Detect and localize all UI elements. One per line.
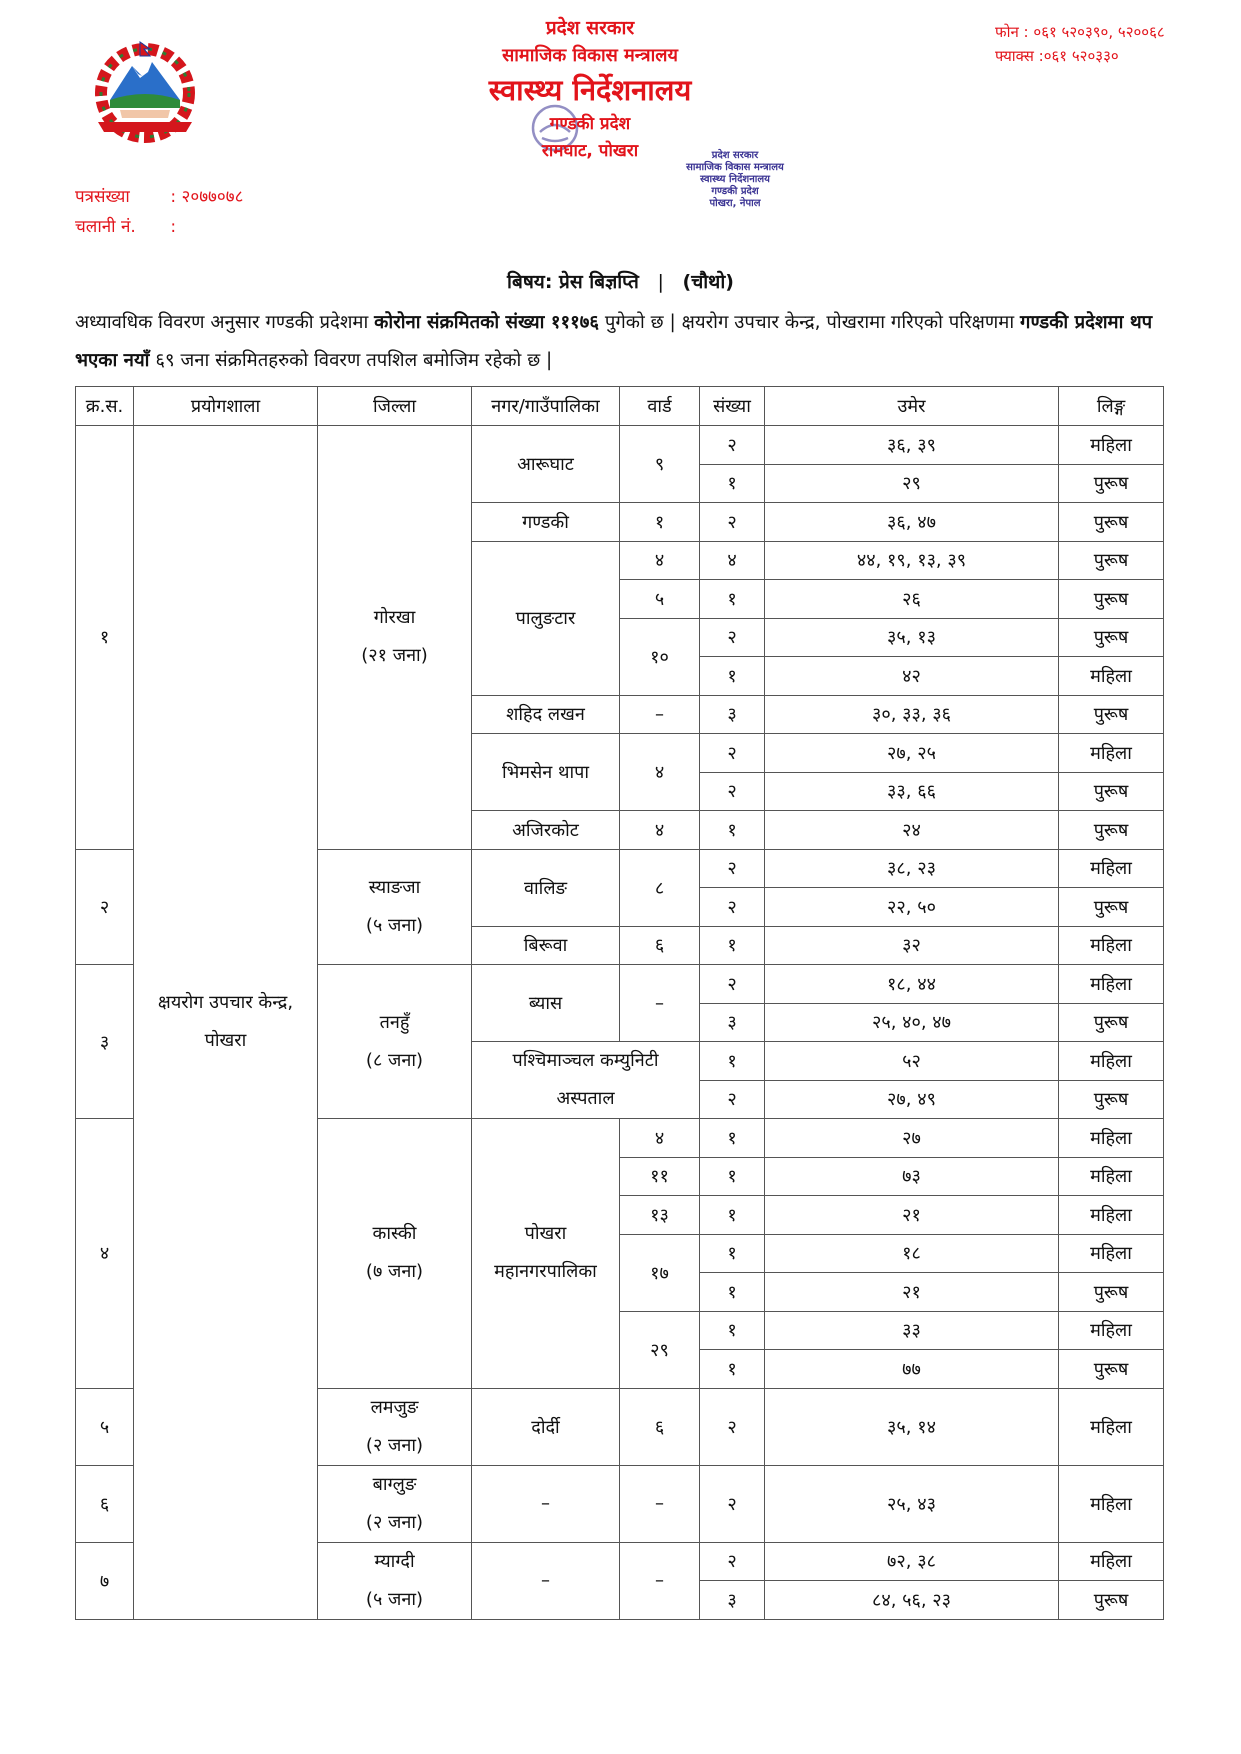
municipality xyxy=(472,1042,700,1119)
table-header-row xyxy=(76,387,1164,426)
govt-name: प्रदेश सरकार xyxy=(545,17,635,39)
case-count: २ xyxy=(700,772,765,811)
district-count: (७ जना) xyxy=(365,1261,424,1283)
serial-number: ४ xyxy=(76,1119,134,1389)
sex: महिला xyxy=(1059,1196,1164,1235)
sex: पुरूष xyxy=(1059,1080,1164,1119)
sex: पुरूष xyxy=(1059,580,1164,619)
case-count: १ xyxy=(700,464,765,503)
municipality: पालुङटार xyxy=(472,541,620,695)
district-cell xyxy=(318,849,472,965)
sex: महिला xyxy=(1059,426,1164,465)
ward: – xyxy=(620,695,700,734)
ages: ७३ xyxy=(765,1157,1059,1196)
subject-separator: | xyxy=(657,271,664,293)
district-name: म्याग्दी xyxy=(374,1550,415,1572)
ages: २७, ४९ xyxy=(765,1080,1059,1119)
serial-number: ५ xyxy=(76,1388,134,1465)
fax-label: फ्याक्स : xyxy=(995,47,1044,65)
press-release-body xyxy=(75,304,1175,380)
phone-value: ०६१ ५२०३९०, ५२००६८ xyxy=(1033,23,1165,41)
district-count: (२ जना) xyxy=(365,1434,424,1456)
case-count: १ xyxy=(700,1042,765,1081)
ward: १७ xyxy=(620,1234,700,1311)
sex: महिला xyxy=(1059,926,1164,965)
office-location: रामघाट, पोखरा xyxy=(541,141,639,161)
body-text-2: पुगेको छ | क्षयरोग उपचार केन्द्र, पोखरामा गरिएको परिक्षणमा xyxy=(598,312,1021,333)
district-cell xyxy=(318,1542,472,1619)
directorate-name: स्वास्थ्य निर्देशनालय xyxy=(488,73,692,107)
ages: ३३ xyxy=(765,1311,1059,1350)
dispatch-number-label: चलानी नं. xyxy=(75,217,136,237)
body-text-3: ६९ जना संक्रमितहरुको विवरण तपशिल बमोजिम रहेको छ | xyxy=(149,350,553,371)
municipality: भिमसेन थापा xyxy=(472,734,620,811)
case-count: १ xyxy=(700,926,765,965)
municipality: दोर्दी xyxy=(472,1388,620,1465)
stamp-line: सामाजिक विकास मन्त्रालय xyxy=(686,162,784,173)
sex: पुरूष xyxy=(1059,811,1164,850)
ages: ३६, ४७ xyxy=(765,503,1059,542)
district-name: लमजुङ xyxy=(370,1396,419,1418)
ages: ७२, ३८ xyxy=(765,1542,1059,1581)
dispatch-number-line xyxy=(75,212,243,242)
body-bold-total: कोरोना संक्रमितको संख्या १११७६ xyxy=(374,312,599,333)
phone-line xyxy=(995,20,1165,44)
stamp-line: पोखरा, नेपाल xyxy=(709,198,761,209)
ward: – xyxy=(620,1542,700,1619)
sex: पुरूष xyxy=(1059,541,1164,580)
district-cell xyxy=(318,426,472,850)
sex: पुरूष xyxy=(1059,464,1164,503)
reference-numbers xyxy=(75,182,243,242)
ages: २९ xyxy=(765,464,1059,503)
dispatch-number-value: : xyxy=(170,217,177,237)
sex: महिला xyxy=(1059,657,1164,696)
sex: महिला xyxy=(1059,734,1164,773)
district-cell xyxy=(318,1465,472,1542)
letterhead xyxy=(380,14,800,164)
ward: ६ xyxy=(620,1388,700,1465)
case-count: १ xyxy=(700,811,765,850)
ages: ८४, ५६, २३ xyxy=(765,1581,1059,1620)
sex: पुरूष xyxy=(1059,888,1164,927)
municipality-line1: पोखरा xyxy=(524,1223,567,1245)
case-count: २ xyxy=(700,734,765,773)
ward: ५ xyxy=(620,580,700,619)
district-count: (५ जना) xyxy=(365,914,424,936)
case-count: २ xyxy=(700,965,765,1004)
case-count: २ xyxy=(700,618,765,657)
ages: ३६, ३९ xyxy=(765,426,1059,465)
contact-info xyxy=(995,20,1165,68)
ages: ३२ xyxy=(765,926,1059,965)
cases-table xyxy=(75,386,1164,1620)
subject-number: (चौथो) xyxy=(682,271,734,293)
ages: २७, २५ xyxy=(765,734,1059,773)
case-count: २ xyxy=(700,503,765,542)
ward: ९ xyxy=(620,426,700,503)
ages: २७ xyxy=(765,1119,1059,1158)
sex: महिला xyxy=(1059,1388,1164,1465)
sex: पुरूष xyxy=(1059,1003,1164,1042)
table-row xyxy=(76,426,1164,465)
ward: ४ xyxy=(620,541,700,580)
serial-number: ६ xyxy=(76,1465,134,1542)
fax-line xyxy=(995,44,1165,68)
ward: – xyxy=(620,1465,700,1542)
ages: २४ xyxy=(765,811,1059,850)
serial-number: २ xyxy=(76,849,134,965)
municipality: वालिङ xyxy=(472,849,620,926)
case-count: ३ xyxy=(700,1581,765,1620)
stamp-line: स्वास्थ्य निर्देशनालय xyxy=(700,174,770,185)
ward: १० xyxy=(620,618,700,695)
ward: ८ xyxy=(620,849,700,926)
ministry-name: सामाजिक विकास मन्त्रालय xyxy=(502,45,678,66)
case-count: ३ xyxy=(700,695,765,734)
district-name: कास्की xyxy=(372,1223,417,1245)
municipality-line2: अस्पताल xyxy=(556,1088,615,1109)
case-count: १ xyxy=(700,657,765,696)
header-district: जिल्ला xyxy=(318,387,472,426)
ward: – xyxy=(620,965,700,1042)
case-count: ४ xyxy=(700,541,765,580)
sex: महिला xyxy=(1059,1542,1164,1581)
case-count: १ xyxy=(700,1273,765,1312)
case-count: २ xyxy=(700,1542,765,1581)
municipality: आरूघाट xyxy=(472,426,620,503)
ages: ३५, १३ xyxy=(765,618,1059,657)
ward: १ xyxy=(620,503,700,542)
municipality: शहिद लखन xyxy=(472,695,620,734)
header-sn: क्र.स. xyxy=(76,387,134,426)
municipality-line2: महानगरपालिका xyxy=(494,1261,597,1283)
district-cell xyxy=(318,1119,472,1389)
sex: महिला xyxy=(1059,1157,1164,1196)
sex: महिला xyxy=(1059,1119,1164,1158)
ages: ४२ xyxy=(765,657,1059,696)
district-count: (५ जना) xyxy=(365,1588,424,1610)
lab-name-line1: क्षयरोग उपचार केन्द्र, xyxy=(157,992,294,1014)
serial-number: ३ xyxy=(76,965,134,1119)
serial-number: ७ xyxy=(76,1542,134,1619)
case-count: २ xyxy=(700,1388,765,1465)
sex: पुरूष xyxy=(1059,1581,1164,1620)
sex: महिला xyxy=(1059,1234,1164,1273)
ages: ३३, ६६ xyxy=(765,772,1059,811)
header-lab: प्रयोगशाला xyxy=(134,387,318,426)
sex: पुरूष xyxy=(1059,1273,1164,1312)
sex: पुरूष xyxy=(1059,1350,1164,1389)
letter-number-line xyxy=(75,182,243,212)
ages: २२, ५० xyxy=(765,888,1059,927)
municipality xyxy=(472,1119,620,1389)
ages: २१ xyxy=(765,1196,1059,1235)
phone-label: फोन : xyxy=(995,23,1029,41)
district-name: स्याङजा xyxy=(368,876,421,898)
ages: ३८, २३ xyxy=(765,849,1059,888)
header-sex: लिङ्ग xyxy=(1059,387,1164,426)
fax-value: ०६१ ५२०३३० xyxy=(1043,47,1119,65)
header-municipality: नगर/गाउँपालिका xyxy=(472,387,620,426)
sex: महिला xyxy=(1059,1465,1164,1542)
nepal-emblem-icon xyxy=(80,38,210,148)
municipality: – xyxy=(472,1542,620,1619)
district-name: तनहुँ xyxy=(379,1011,410,1033)
district-cell xyxy=(318,1388,472,1465)
ages: ३५, १४ xyxy=(765,1388,1059,1465)
district-count: (२१ जना) xyxy=(361,645,428,667)
case-count: २ xyxy=(700,849,765,888)
district-cell xyxy=(318,965,472,1119)
header-count: संख्या xyxy=(700,387,765,426)
ages: २१ xyxy=(765,1273,1059,1312)
sex: महिला xyxy=(1059,849,1164,888)
case-count: १ xyxy=(700,1119,765,1158)
district-count: (२ जना) xyxy=(365,1511,424,1533)
case-count: १ xyxy=(700,1350,765,1389)
municipality: ब्यास xyxy=(472,965,620,1042)
body-text-1: अध्यावधिक विवरण अनुसार गण्डकी प्रदेशमा xyxy=(75,312,375,333)
letter-number-label: पत्रसंख्या xyxy=(75,187,130,207)
serial-number: १ xyxy=(76,426,134,850)
municipality: अजिरकोट xyxy=(472,811,620,850)
case-count: १ xyxy=(700,1311,765,1350)
lab-name xyxy=(134,426,318,1620)
ages: ४४, १९, १३, ३९ xyxy=(765,541,1059,580)
body-bold-new: गण्डकी प्रदेशमा थप भएका नयाँ xyxy=(75,312,1153,371)
ward: ६ xyxy=(620,926,700,965)
ward: ४ xyxy=(620,811,700,850)
sex: पुरूष xyxy=(1059,695,1164,734)
case-count: २ xyxy=(700,888,765,927)
sex: महिला xyxy=(1059,965,1164,1004)
sex: पुरूष xyxy=(1059,772,1164,811)
stamp-line: गण्डकी प्रदेश xyxy=(711,186,759,197)
lab-name-line2: पोखरा xyxy=(204,1030,247,1052)
district-name: बाग्लुङ xyxy=(372,1473,417,1495)
ages: २५, ४३ xyxy=(765,1465,1059,1542)
ages: ७७ xyxy=(765,1350,1059,1389)
ward: १३ xyxy=(620,1196,700,1235)
ages: ५२ xyxy=(765,1042,1059,1081)
case-count: १ xyxy=(700,580,765,619)
district-name: गोरखा xyxy=(373,607,416,629)
subject-title: बिषय: प्रेस बिज्ञप्ति xyxy=(507,271,639,293)
header-ward: वार्ड xyxy=(620,387,700,426)
case-count: २ xyxy=(700,1465,765,1542)
subject-line xyxy=(0,268,1241,294)
case-count: १ xyxy=(700,1196,765,1235)
ages: १८ xyxy=(765,1234,1059,1273)
case-count: १ xyxy=(700,1234,765,1273)
municipality: गण्डकी xyxy=(472,503,620,542)
ages: ३०, ३३, ३६ xyxy=(765,695,1059,734)
case-count: १ xyxy=(700,1157,765,1196)
case-count: २ xyxy=(700,1080,765,1119)
municipality: बिरूवा xyxy=(472,926,620,965)
municipality-line1: पश्चिमाञ्चल कम्युनिटी xyxy=(512,1050,659,1071)
case-count: ३ xyxy=(700,1003,765,1042)
stamp-line: प्रदेश सरकार xyxy=(711,150,759,161)
ward: ४ xyxy=(620,1119,700,1158)
ward: २९ xyxy=(620,1311,700,1388)
ages: २५, ४०, ४७ xyxy=(765,1003,1059,1042)
district-count: (८ जना) xyxy=(365,1049,424,1071)
province-name: गण्डकी प्रदेश xyxy=(549,114,631,134)
sex: महिला xyxy=(1059,1311,1164,1350)
letter-number-value: : २०७७०७८ xyxy=(170,187,244,207)
municipality: – xyxy=(472,1465,620,1542)
case-count: २ xyxy=(700,426,765,465)
sex: पुरूष xyxy=(1059,503,1164,542)
ages: १८, ४४ xyxy=(765,965,1059,1004)
ward: ४ xyxy=(620,734,700,811)
ages: २६ xyxy=(765,580,1059,619)
sex: महिला xyxy=(1059,1042,1164,1081)
sex: पुरूष xyxy=(1059,618,1164,657)
ward: ११ xyxy=(620,1157,700,1196)
header-age: उमेर xyxy=(765,387,1059,426)
